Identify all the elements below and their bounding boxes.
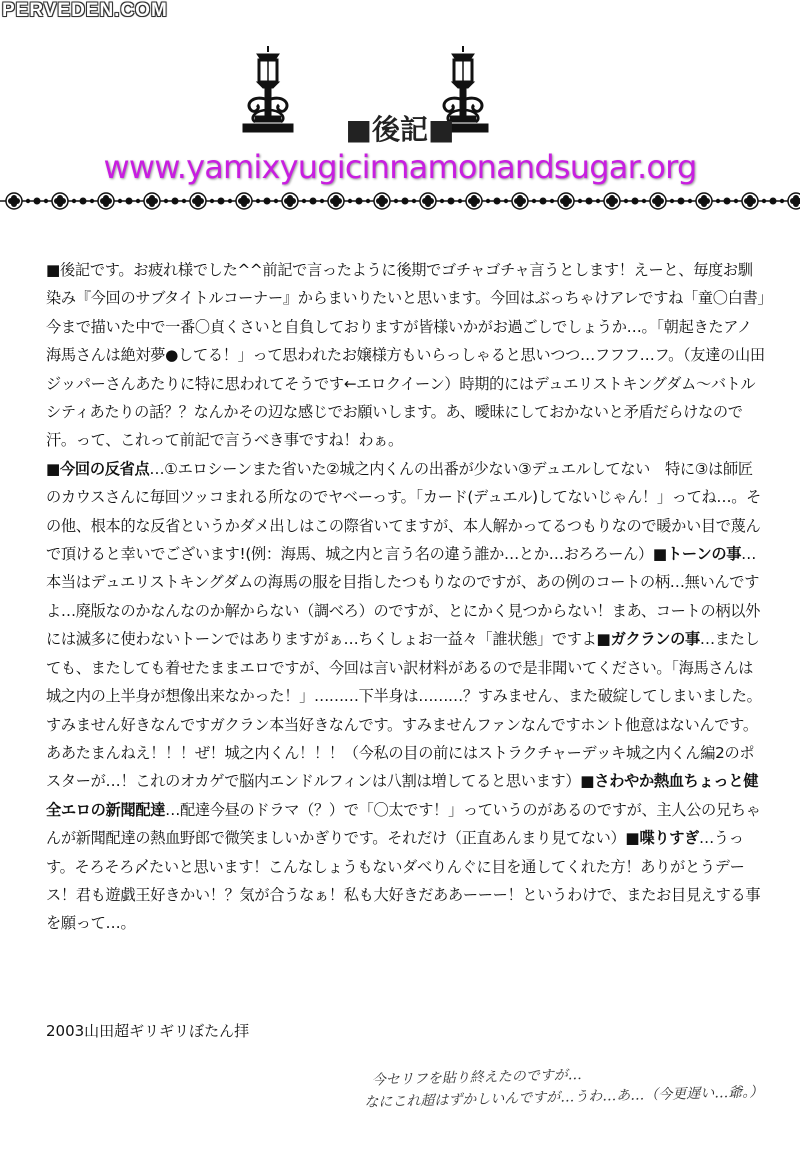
dot-ornament-icon [34,198,41,205]
section-heading: ■さわやか熱血ちょっと健全エロの新聞配達 [46,772,759,819]
paragraph [46,256,766,455]
dot-ornament-icon [356,198,363,205]
section-heading: ■今回の反省点 [46,459,150,478]
flower-ornament-icon [420,193,436,209]
dot-ornament-icon [136,199,140,203]
paragraph-text: …本当はデュエリストキングダムの海馬の服を目指したつもりなのですが、あの例のコートの柄…無いんですよ…廃版なのかなんなのか解からない（調べろ）のですが、とにかく見つからない！まあ、コートの柄以外には滅多に使わないトーンではありますがぁ…ちくしょお一益々「誰状態」ですよ [46,545,760,649]
dot-ornament-icon [274,199,278,203]
dot-ornament-icon [228,199,232,203]
dot-ornament-icon [642,199,646,203]
flower-ornament-icon [282,193,298,209]
dot-ornament-icon [264,198,271,205]
dot-ornament-icon [632,198,639,205]
flower-ornament-icon [788,193,800,209]
dot-ornament-icon [550,199,554,203]
dot-ornament-icon [670,199,674,203]
handwritten-note-line: 今セリフを貼り終えたのですが… [371,1067,582,1089]
dot-ornament-icon [44,199,48,203]
flower-ornament-icon [512,193,528,209]
dot-ornament-icon [348,199,352,203]
dot-ornament-icon [366,199,370,203]
dot-ornament-icon [504,199,508,203]
dot-ornament-icon [182,199,186,203]
dot-ornament-icon [210,199,214,203]
dot-ornament-icon [302,199,306,203]
dot-ornament-icon [688,199,692,203]
dot-ornament-icon [402,198,409,205]
dot-ornament-icon [394,199,398,203]
dot-ornament-icon [440,199,444,203]
watermark-logo: PERVEDEN.COM [2,0,168,21]
section-heading: ■喋りすぎ [625,829,700,848]
dot-ornament-icon [780,199,784,203]
handwritten-note-line: なにこれ超はずかしいんですが…うわ…あ…（今更遅い…爺。） [364,1084,764,1111]
dot-ornament-icon [448,198,455,205]
dot-ornament-icon [172,198,179,205]
dot-ornament-icon [458,199,462,203]
dot-ornament-icon [724,198,731,205]
dot-ornament-icon [624,199,628,203]
flower-ornament-icon [98,193,114,209]
paragraph-text: ■後記です。お疲れ様でした^^前記で言ったように後期でゴチャゴチャ言うとします！えーと、毎度お馴染み『今回のサブタイトルコーナー』からまいりたいと思います。今回はぶっちゃけアレですね「童〇白書」今まで描いた中で一番〇貞くさいと自負しておりますが皆様いかがお過ごしでしょうか…。「朝起きたアノ海馬さんは絶対夢●してる！」って思われたお嬢様方もいらっしゃると思いつつ…フフフ…フ。（友達の山田ジッパーさんあたりに特に思われてそうです←エロクイーン）時期的にはデュエリストキングダム～バトルシティあたりの話？？なんかその辺な感じでお願いします。あ、曖昧にしておかないと矛盾だらけなので汗。って、これって前記で言うべき事ですね！わぁ。 [46,261,765,450]
dot-ornament-icon [762,199,766,203]
dot-ornament-icon [164,199,168,203]
flower-ornament-icon [374,193,390,209]
dot-ornament-icon [734,199,738,203]
section-heading: ■トーンの事 [652,545,742,564]
paragraph-text: …①エロシーンまた省いた②城之内くんの出番が少ない③デュエルしてない 特に③は師匠のカウスさんに毎回ツッコまれる所なのでヤベーっす。「カード(デュエル)してないじゃん！」ってね…。その他、根本的な反省というかダメ出しはこの際省いてますが、本人解かってるつもりなので暖かい目で蔑んで頂けると幸いでございます!(例：海馬、城之内と言う名の違う誰か…とか…おろろーん） [46,459,762,564]
dot-ornament-icon [80,198,87,205]
dot-ornament-icon [586,198,593,205]
dot-ornament-icon [90,199,94,203]
flower-ornament-icon [696,193,712,209]
paragraph-text: …またしても、またしても着せたままエロですが、今回は言い訳材料があるので是非聞いてください。「海馬さんは城之内の上半身が想像出来なかった！」………下半身は………？すみません、また破綻してしまいました。すみません好きなんですガクラン本当好きなんです。すみませんファンなんですホント他意はないんです。ああたまんねえ！！！ぜ！城之内くん！！！（今私の目の前にはストラクチャーデッキ城之内くん編2のポスターが…！これのオカゲで脳内エンドルフィンは八割は増してると思います） [46,630,762,791]
flower-ornament-icon [190,193,206,209]
afterword-body [46,256,766,938]
dot-ornament-icon [256,199,260,203]
flower-ornament-icon [52,193,68,209]
dot-ornament-icon [596,199,600,203]
dot-ornament-icon [118,199,122,203]
dot-ornament-icon [126,198,133,205]
dot-ornament-icon [26,199,30,203]
dot-ornament-icon [678,198,685,205]
handwritten-note [364,1059,792,1114]
section-heading: ■ガクランの事 [596,630,700,649]
dot-ornament-icon [716,199,720,203]
page-title: ■後記■ [345,113,455,146]
flower-ornament-icon [650,193,666,209]
dot-ornament-icon [72,199,76,203]
dot-ornament-icon [540,198,547,205]
flower-ornament-icon [604,193,620,209]
dot-ornament-icon [218,198,225,205]
dot-ornament-icon [494,198,501,205]
paragraph [46,455,766,938]
site-url-watermark: www.yamixyugicinnamonandsugar.org [103,148,697,186]
dot-ornament-icon [412,199,416,203]
flower-ornament-icon [236,193,252,209]
dot-ornament-icon [310,198,317,205]
dot-ornament-icon [320,199,324,203]
flower-ornament-icon [558,193,574,209]
paragraph-text: …配達今昼のドラマ（？）で「〇太です！」っていうのがあるのですが、主人公の兄ちゃんが新聞配達の熱血野郎で微笑ましいかぎりです。それだけ（正直あんまり見てない） [46,800,761,848]
dot-ornament-icon [578,199,582,203]
flower-ornament-icon [466,193,482,209]
dot-ornament-icon [770,198,777,205]
flower-ornament-icon [328,193,344,209]
dot-ornament-icon [532,199,536,203]
signature: 2003山田超ギリギリぼたん拝 [46,1022,250,1040]
flower-ornament-icon [144,193,160,209]
dot-ornament-icon [486,199,490,203]
ornamental-border-icon [0,186,800,216]
flower-ornament-icon [6,193,22,209]
paragraph-text: …うっす。そろそろ〆たいと思います！こんなしょうもないダべりんぐに目を通してくれた方！ありがとうデース！君も遊戯王好きかい！？気が合うなぁ！私も大好きだああーーー！というわけで、またお目見えする事を願って…。 [46,829,761,933]
flower-ornament-icon [742,193,758,209]
